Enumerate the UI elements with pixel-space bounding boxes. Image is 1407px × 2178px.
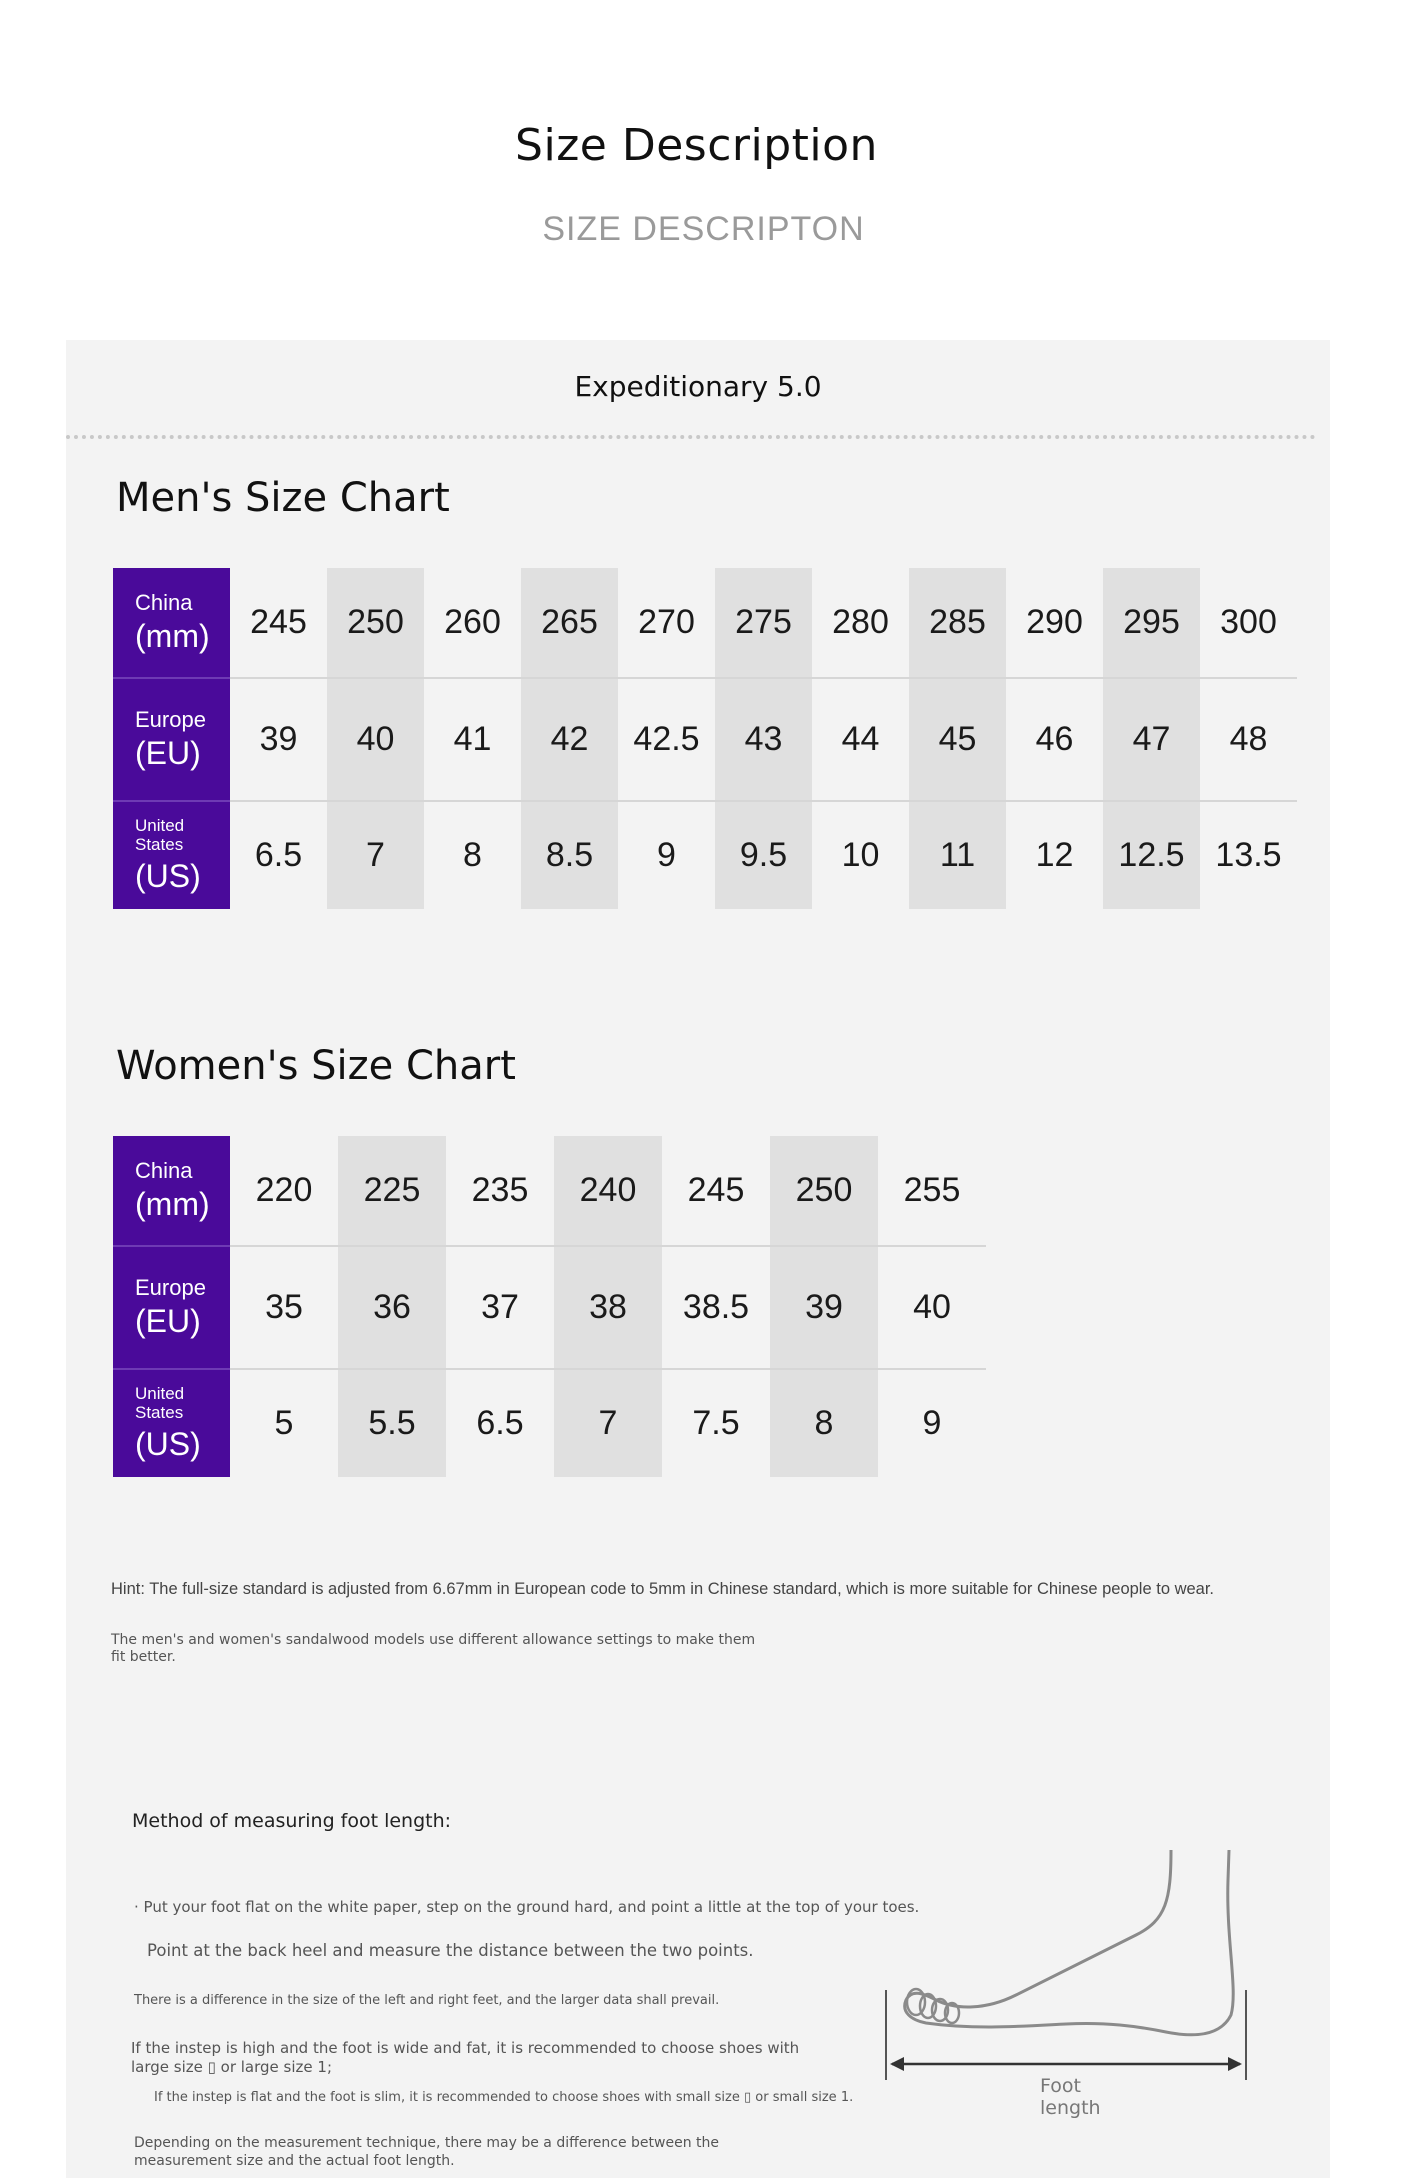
womens-chart-title: Women's Size Chart xyxy=(116,1043,516,1089)
method-title: Method of measuring foot length: xyxy=(132,1810,452,1832)
size-cell-china: 275 xyxy=(715,568,812,678)
size-cell-china: 270 xyxy=(618,568,715,678)
size-cell-europe: 38.5 xyxy=(662,1246,770,1369)
size-cell-china: 220 xyxy=(230,1136,338,1246)
size-cell-china: 245 xyxy=(230,568,327,678)
row-label-china xyxy=(113,1136,230,1246)
size-cell-china: 290 xyxy=(1006,568,1103,678)
mens_chart-row-china xyxy=(113,568,1297,678)
row-label-bottom: (EU) xyxy=(135,735,201,771)
method-step-2: Point at the back heel and measure the distance between the two points. xyxy=(147,1941,754,1960)
size-cell-china: 280 xyxy=(812,568,909,678)
dotted-divider xyxy=(66,435,1316,439)
row-label-us xyxy=(113,1369,230,1477)
mens-size-table xyxy=(113,568,1297,909)
method-step-4: If the instep is high and the foot is wide and fat, it is recommended to choose shoes with large size ▯ or large size 1; xyxy=(131,2039,800,2076)
size-cell-europe: 46 xyxy=(1006,678,1103,801)
method-step-1: · Put your foot flat on the white paper, step on the ground hard, and point a little at the top of your toes. xyxy=(134,1898,920,1916)
page-subtitle: SIZE DESCRIPTON xyxy=(542,210,865,248)
size-cell-europe: 41 xyxy=(424,678,521,801)
size-cell-us: 7 xyxy=(554,1369,662,1477)
size-cell-us: 8 xyxy=(463,836,482,874)
size-panel xyxy=(66,340,1330,2178)
row-label-bottom: (mm) xyxy=(135,1186,210,1222)
size-cell-us: 10 xyxy=(841,836,880,874)
size-cell-europe: 36 xyxy=(338,1246,446,1369)
size-cell-europe: 42 xyxy=(521,678,618,801)
size-cell-us: 5.5 xyxy=(338,1369,446,1477)
size-cell-china: 295 xyxy=(1103,568,1200,678)
size-cell-europe: 43 xyxy=(715,678,812,801)
size-cell-europe: 44 xyxy=(812,678,909,801)
size-cell-europe: 48 xyxy=(1200,678,1297,801)
row-label-bottom: (mm) xyxy=(135,618,210,654)
size-cell-us: 9 xyxy=(657,836,676,874)
size-cell-us: 6.5 xyxy=(476,1404,524,1442)
size-cell-us: 6.5 xyxy=(254,836,303,874)
womens_chart-row-china xyxy=(113,1136,986,1246)
foot-length-label: Foot length xyxy=(1040,2075,1101,2119)
size-cell-china: 225 xyxy=(338,1136,446,1246)
size-cell-us: 12 xyxy=(1035,836,1074,874)
size-cell-europe: 42.5 xyxy=(618,678,715,801)
size-cell-europe: 39 xyxy=(770,1246,878,1369)
size-cell-china: 260 xyxy=(424,568,521,678)
foot-outline xyxy=(905,1850,1234,2035)
row-label-bottom: (US) xyxy=(135,857,201,894)
row-label-top: United States xyxy=(135,816,185,854)
size-cell-china: 285 xyxy=(909,568,1006,678)
size-cell-us: 8.5 xyxy=(521,801,618,909)
size-cell-us: 5 xyxy=(274,1404,294,1442)
size-cell-china: 240 xyxy=(554,1136,662,1246)
womens-size-table xyxy=(113,1136,986,1477)
row-label-bottom: (US) xyxy=(135,1425,201,1462)
foot-measurement-diagram xyxy=(866,1840,1336,2080)
method-step-6: Depending on the measurement technique, there may be a difference between the measurement size and the actual foot length. xyxy=(134,2135,720,2169)
mens_chart-row-us xyxy=(113,801,1297,909)
size-cell-us: 9 xyxy=(922,1404,942,1442)
size-cell-europe: 47 xyxy=(1103,678,1200,801)
size-cell-us: 11 xyxy=(909,801,1006,909)
size-cell-china: 250 xyxy=(770,1136,878,1246)
row-label-top: Europe xyxy=(135,706,206,732)
row-label-europe xyxy=(113,678,230,801)
size-cell-us: 7 xyxy=(327,801,424,909)
row-label-china xyxy=(113,568,230,678)
row-label-top: United States xyxy=(135,1384,185,1422)
size-cell-us: 13.5 xyxy=(1215,836,1282,874)
mens_chart-row-europe xyxy=(113,678,1297,801)
hint-text: Hint: The full-size standard is adjusted from 6.67mm in European code to 5mm in Chinese standard, which is more suitable for Chinese people to wear. xyxy=(111,1580,1215,1598)
row-label-top: Europe xyxy=(135,1274,206,1300)
size-cell-us: 7.5 xyxy=(692,1404,740,1442)
method-step-5: If the instep is flat and the foot is slim, it is recommended to choose shoes with small size ▯ or small size 1. xyxy=(154,2090,854,2105)
row-label-europe xyxy=(113,1246,230,1369)
size-cell-china: 255 xyxy=(878,1136,986,1246)
size-cell-us: 8 xyxy=(770,1369,878,1477)
size-cell-europe: 39 xyxy=(230,678,327,801)
size-cell-europe: 40 xyxy=(878,1246,986,1369)
size-cell-europe: 40 xyxy=(327,678,424,801)
row-label-us xyxy=(113,801,230,909)
womens_chart-row-us xyxy=(113,1369,986,1477)
row-label-bottom: (EU) xyxy=(135,1303,201,1339)
allowance-note: The men's and women's sandalwood models use different allowance settings to make them fit better. xyxy=(111,1632,756,1665)
size-cell-china: 265 xyxy=(521,568,618,678)
size-cell-europe: 45 xyxy=(909,678,1006,801)
row-label-top: China xyxy=(135,1157,193,1183)
size-cell-europe: 37 xyxy=(446,1246,554,1369)
size-cell-china: 235 xyxy=(446,1136,554,1246)
size-cell-europe: 38 xyxy=(554,1246,662,1369)
method-step-3: There is a difference in the size of the left and right feet, and the larger data shall prevail. xyxy=(134,1993,720,2008)
row-label-top: China xyxy=(135,589,193,615)
size-cell-china: 250 xyxy=(327,568,424,678)
size-cell-china: 245 xyxy=(662,1136,770,1246)
size-cell-us: 12.5 xyxy=(1103,801,1200,909)
size-cell-europe: 35 xyxy=(230,1246,338,1369)
size-cell-china: 300 xyxy=(1200,568,1297,678)
womens_chart-row-europe xyxy=(113,1246,986,1369)
mens-chart-title: Men's Size Chart xyxy=(116,475,450,521)
page-title: Size Description xyxy=(515,120,878,171)
size-cell-us: 9.5 xyxy=(715,801,812,909)
model-name: Expeditionary 5.0 xyxy=(574,370,822,403)
